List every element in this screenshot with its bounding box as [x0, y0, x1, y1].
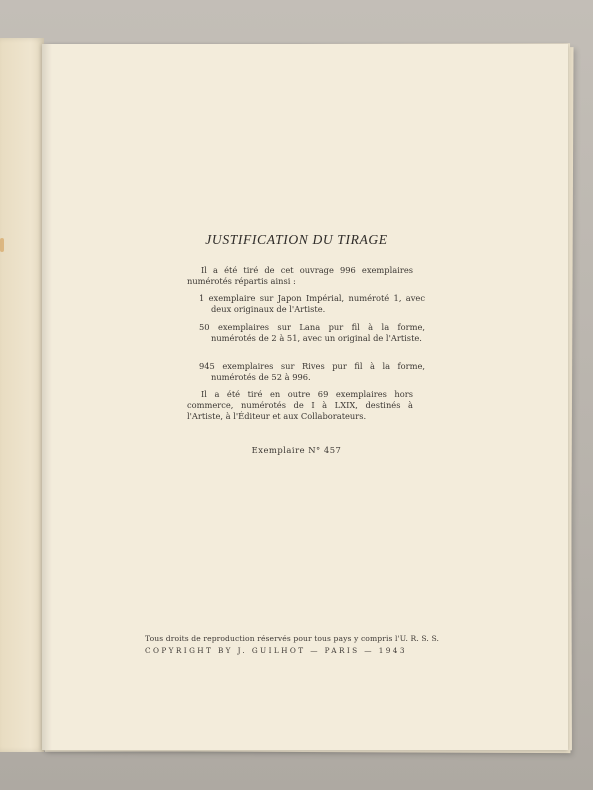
gutter-shadow	[42, 44, 52, 750]
rights-notice: Tous droits de reproduction réservés pour tous pays y compris l'U. R. S. S.	[145, 634, 439, 643]
intro-paragraph: Il a été tiré de cet ouvrage 996 exemplaires numérotés répartis ainsi :	[187, 265, 413, 287]
hors-commerce-paragraph: Il a été tiré en outre 69 exemplaires hors commerce, numérotés de I à LXIX, destinés à l'Artiste, à l'Éditeur et aux Collaborateurs.	[187, 389, 413, 422]
copyright-line: COPYRIGHT BY J. GUILHOT — PARIS — 1943	[145, 646, 407, 655]
left-page-edge	[0, 38, 44, 752]
edition-item-japon: 1 exemplaire sur Japon Impérial, numéroté 1, avec deux originaux de l'Artiste.	[199, 293, 425, 315]
edition-item-lana: 50 exemplaires sur Lana pur fil à la forme, numérotés de 2 à 51, avec un original de l'Artiste.	[199, 322, 425, 344]
justification-title: JUSTIFICATION DU TIRAGE	[205, 232, 388, 247]
edition-item-rives: 945 exemplaires sur Rives pur fil à la forme, numérotés de 52 à 996.	[199, 361, 425, 383]
exemplaire-number: Exemplaire N° 457	[251, 445, 342, 455]
